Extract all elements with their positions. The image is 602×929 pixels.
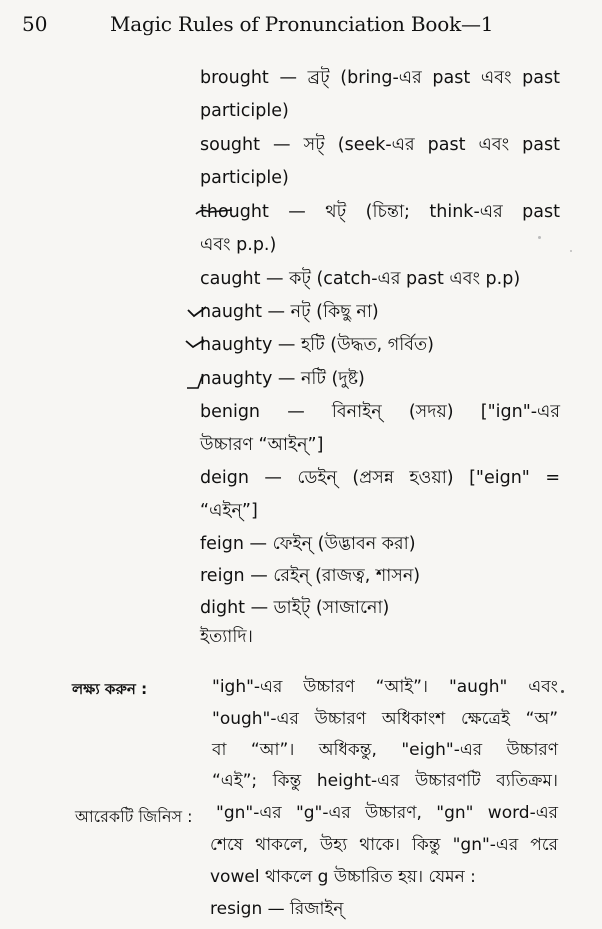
entry-naughty: naughty — নটি (দুষ্ট) <box>200 369 365 389</box>
entry-haughty: haughty — হটি (উদ্ধত, গর্বিত) <box>200 335 434 355</box>
note-line: বা “আ”। অধিকন্তু, "eigh"-এর উচ্চারণ <box>212 740 558 760</box>
pen-strike-mark <box>194 200 234 224</box>
note-line: vowel থাকলে g উচ্চারিত হয়। যেমন : <box>210 867 476 887</box>
entry-benign-cont: উচ্চারণ “আইন্”] <box>200 435 324 455</box>
note-line: "igh"-এর উচ্চারণ “আই”। "augh" এবং <box>212 677 558 697</box>
paper-speck <box>570 250 572 252</box>
note-line: "gn"-এর "g"-এর উচ্চারণ, "gn" word-এর <box>216 803 558 823</box>
pen-tick-mark <box>186 304 208 322</box>
note-label: আরেকটি জিনিস : <box>75 807 193 826</box>
note-line: “এই”; কিন্তু height-এর উচ্চারণটি ব্যতিক্রম। <box>212 771 558 791</box>
entry-sought-cont: participle) <box>200 168 289 188</box>
pen-tick-mark <box>184 370 206 392</box>
entry-deign: deign — ডেইন্ (প্রসন্ন হওয়া) ["eign" = <box>200 468 560 488</box>
note-line: "ough"-এর উচ্চারণ অধিকাংশ ক্ষেত্রেই “অ” <box>212 709 558 729</box>
entry-thought: thought — থট্ (চিন্তা; think-এর past <box>200 202 560 222</box>
note-line: resign — রিজাইন্ <box>210 899 344 919</box>
entry-deign-cont: “এইন্”] <box>200 501 258 521</box>
entry-thought-cont: এবং p.p.) <box>200 235 277 255</box>
entry-sought: sought — সট্ (seek-এর past এবং past <box>200 135 560 155</box>
entry-caught: caught — কট্ (catch-এর past এবং p.p) <box>200 269 521 289</box>
note-label: লক্ষ্য করুন : <box>72 680 148 698</box>
entry-brought-cont: participle) <box>200 101 289 121</box>
paper-speck <box>538 236 541 239</box>
pen-tick-mark <box>184 336 206 354</box>
entry-benign: benign — বিনাইন্ (সদয়) ["ign"-এর <box>200 402 560 422</box>
paper-speck <box>561 690 564 693</box>
note-line: শেষে থাকলে, উহ্য থাকে। কিন্তু "gn"-এর পরে <box>210 835 558 855</box>
entry-feign: feign — ফেইন্ (উদ্ভাবন করা) <box>200 534 416 554</box>
entry-reign: reign — রেইন্ (রাজত্ব, শাসন) <box>200 566 421 586</box>
entry-dight: dight — ডাইট্ (সাজানো) <box>200 598 390 618</box>
entry-naught: naught — নট্ (কিছু না) <box>200 302 379 322</box>
entry-etc: ইত্যাদি। <box>200 627 253 647</box>
entry-brought: brought — ব্রট্ (bring-এর past এবং past <box>200 68 560 88</box>
running-title: Magic Rules of Pronunciation Book—1 <box>110 12 494 36</box>
page-number: 50 <box>22 12 48 36</box>
